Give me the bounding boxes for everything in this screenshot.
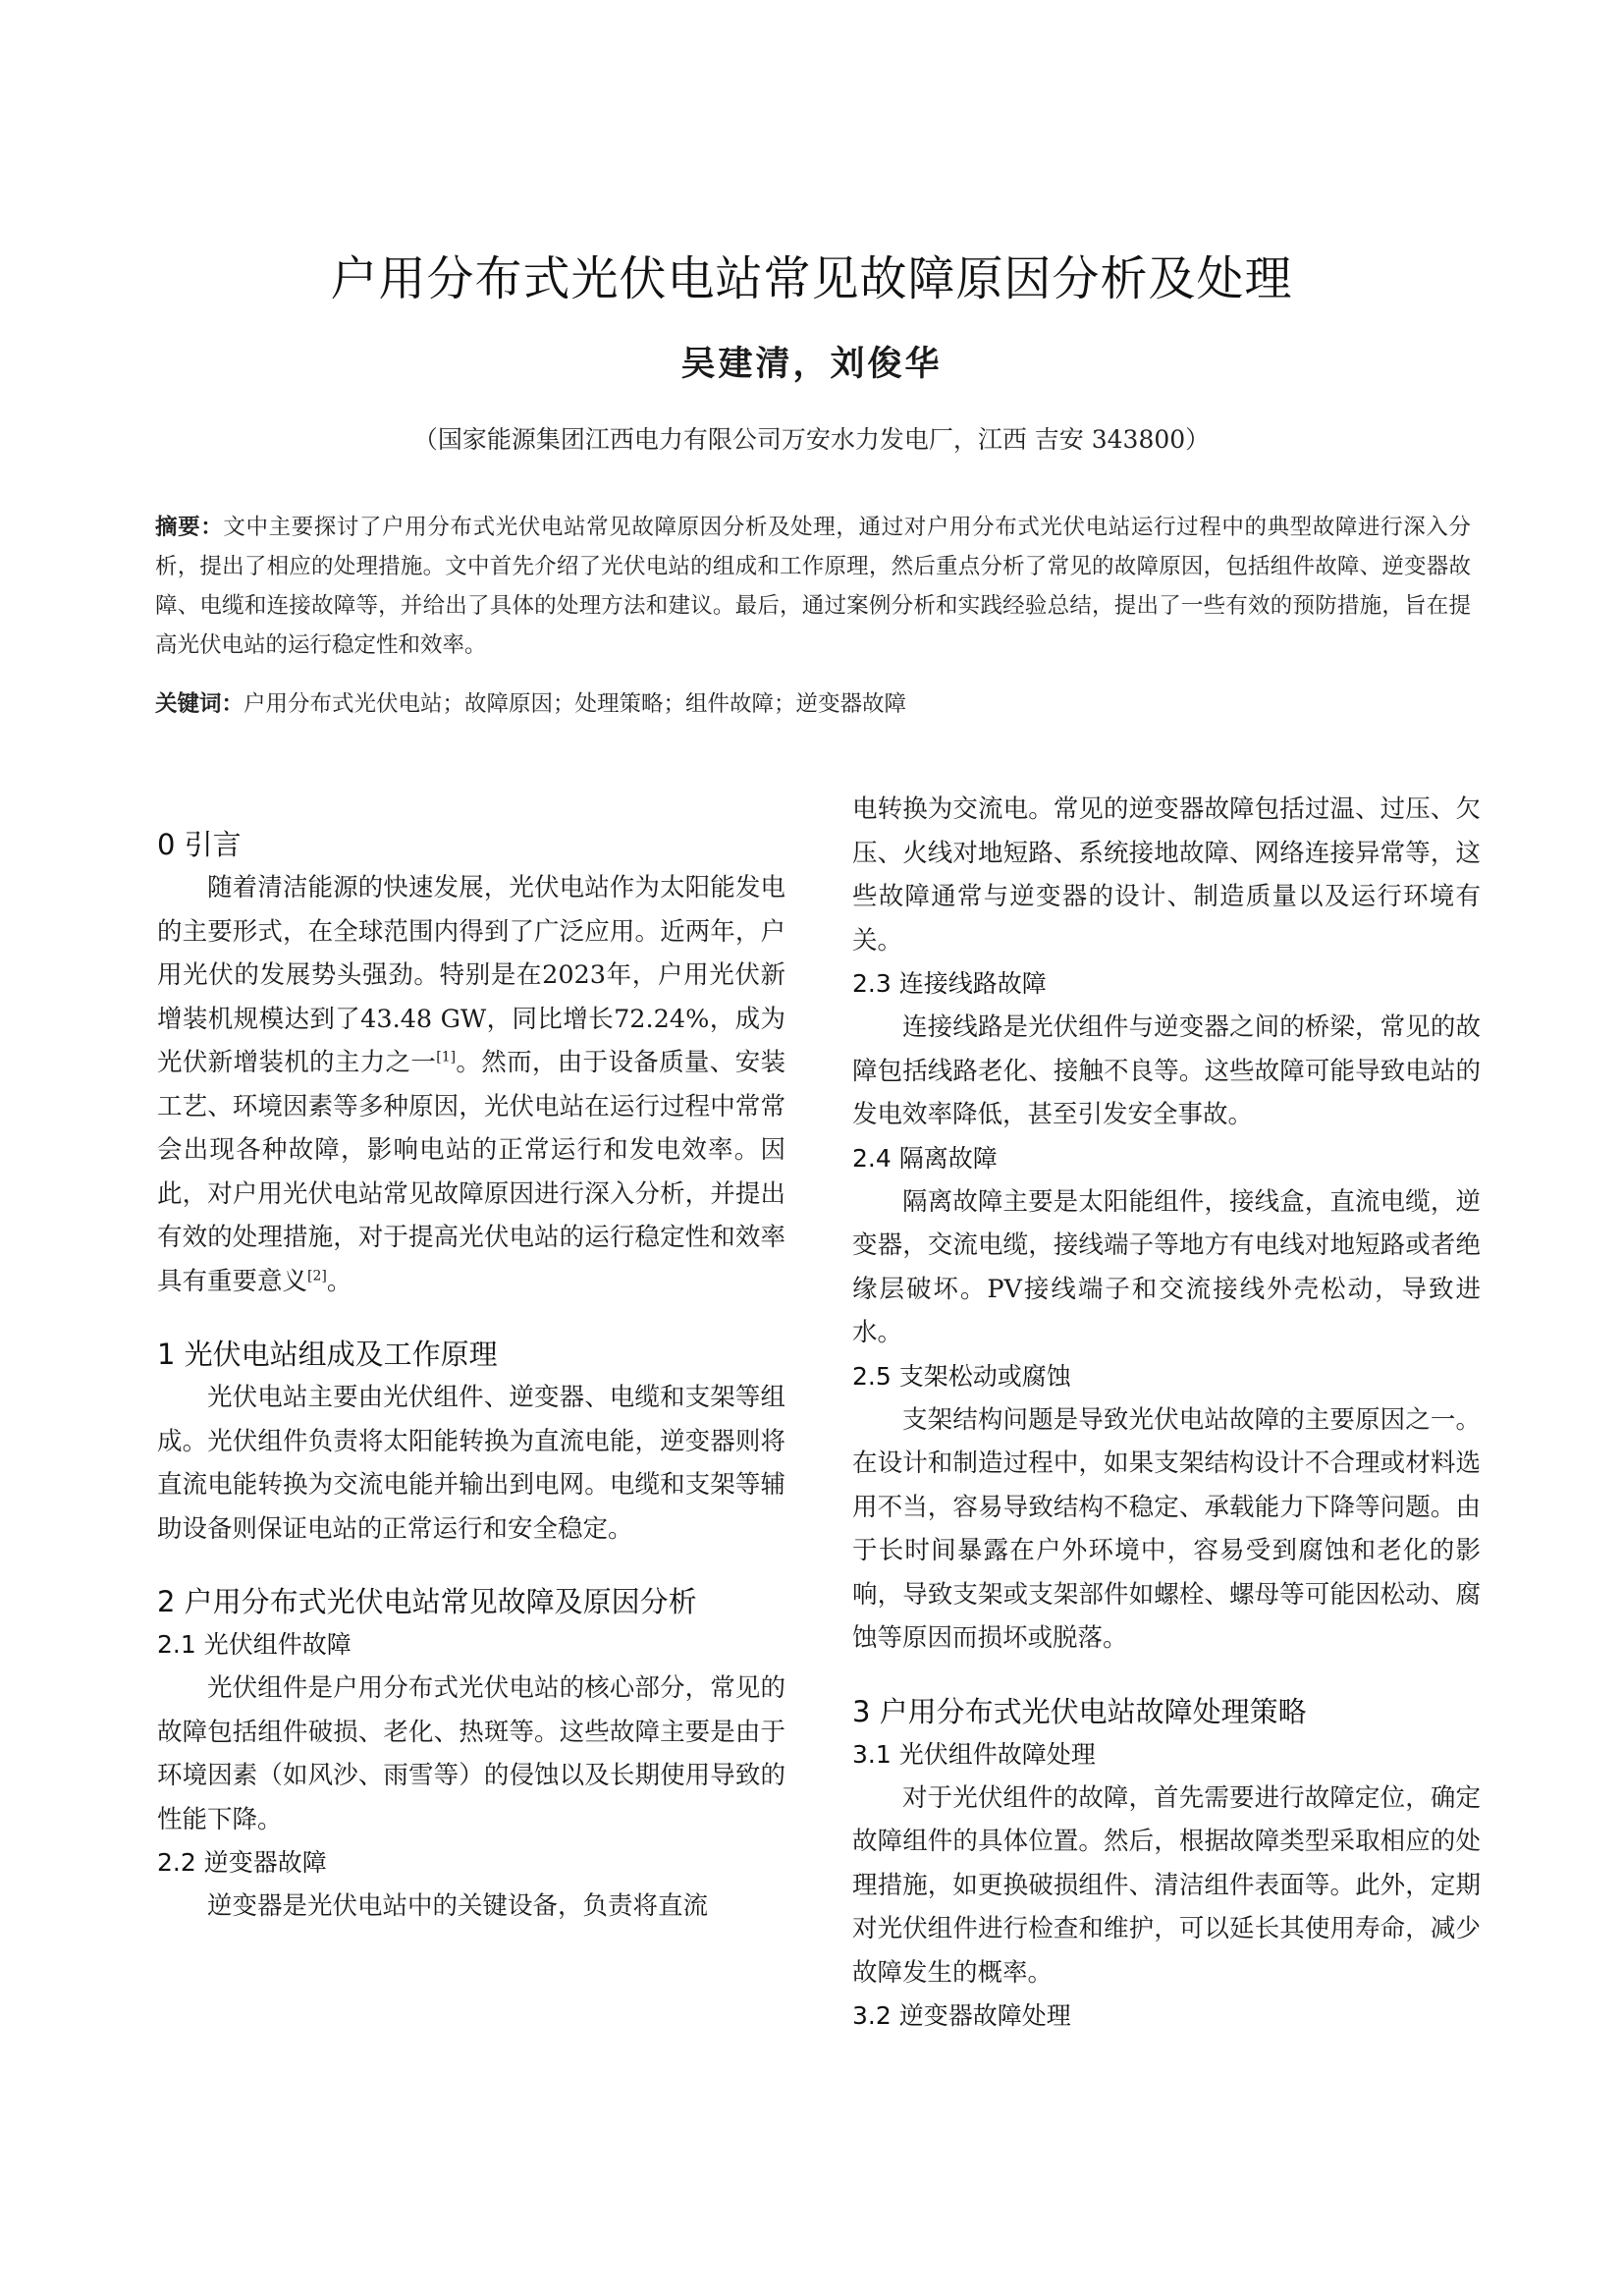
abstract-text: 文中主要探讨了户用分布式光伏电站常见故障原因分析及处理，通过对户用分布式光伏电站运行过程中的典型故障进行深入分析，提出了相应的处理措施。文中首先介绍了光伏电站的组成和工作原理，然后重点分析了常见的故障原因，包括组件故障、逆变器故障、电缆和连接故障等，并给出了具体的处理方法和建议。最后，通过案例分析和实践经验总结，提出了一些有效的预防措施，旨在提高光伏电站的运行稳定性和效率。 xyxy=(155,515,1471,658)
abstract xyxy=(155,508,1471,665)
section-3-1-paragraph: 对于光伏组件的故障，首先需要进行故障定位，确定故障组件的具体位置。然后，根据故障类型采取相应的处理措施，如更换破损组件、清洁组件表面等。此外，定期对光伏组件进行检查和维护，可以延长其使用寿命，减少故障发生的概率。 xyxy=(852,1782,1481,1988)
citation-2: [2] xyxy=(307,1268,327,1284)
paper-authors: 吴建清，刘俊华 xyxy=(680,344,943,384)
section-2-4-paragraph: 隔离故障主要是太阳能组件，接线盒，直流电缆，逆变器，交流电缆，接线端子等地方有电线对地短路或者绝缘层破坏。PV接线端子和交流接线外壳松动，导致进水。 xyxy=(852,1186,1481,1347)
keywords-label: 关键词： xyxy=(155,691,244,717)
section-1-paragraph: 光伏电站主要由光伏组件、逆变器、电缆和支架等组成。光伏组件负责将太阳能转换为直流电能，逆变器则将直流电能转换为交流电能并输出到电网。电缆和支架等辅助设备则保证电站的正常运行和安全稳定。 xyxy=(157,1383,785,1544)
citation-1: [1] xyxy=(436,1049,457,1066)
section-2-1-heading: 2.1 光伏组件故障 xyxy=(157,1630,352,1659)
section-3-heading: 3 户用分布式光伏电站故障处理策略 xyxy=(852,1694,1307,1728)
section-2-2-paragraph-cont: 电转换为交流电。常见的逆变器故障包括过温、过压、欠压、火线对地短路、系统接地故障、网络连接异常等，这些故障通常与逆变器的设计、制造质量以及运行环境有关。 xyxy=(852,794,1481,956)
section-2-1-paragraph: 光伏组件是户用分布式光伏电站的核心部分，常见的故障包括组件破损、老化、热斑等。这些故障主要是由于环境因素（如风沙、雨雪等）的侵蚀以及长期使用导致的性能下降。 xyxy=(157,1673,785,1834)
section-0-heading: 0 引言 xyxy=(157,828,242,861)
section-0-text-c: 。 xyxy=(326,1266,352,1296)
left-column xyxy=(157,823,785,1929)
section-0-text-a: 随着清洁能源的快速发展，光伏电站作为太阳能发电的主要形式，在全球范围内得到了广泛应用。近两年，户用光伏的发展势头强劲。特别是在2023年，户用光伏新增装机规模达到了43.48 GW，同比增长72.24%，成为光伏新增装机的主力之一 xyxy=(157,873,785,1077)
section-0-paragraph xyxy=(157,866,785,1303)
section-3-2-heading: 3.2 逆变器故障处理 xyxy=(852,2001,1071,2030)
section-2-2-paragraph-start: 逆变器是光伏电站中的关键设备，负责将直流 xyxy=(207,1891,709,1921)
section-1-heading: 1 光伏电站组成及工作原理 xyxy=(157,1338,498,1371)
paper-title: 户用分布式光伏电站常见故障原因分析及处理 xyxy=(330,251,1293,306)
section-2-3-paragraph: 连接线路是光伏组件与逆变器之间的桥梁，常见的故障包括线路老化、接触不良等。这些故障可能导致电站的发电效率降低，甚至引发安全事故。 xyxy=(852,1012,1481,1129)
keywords-text: 户用分布式光伏电站；故障原因；处理策略；组件故障；逆变器故障 xyxy=(243,691,907,717)
section-0-text-b: 。然而，由于设备质量、安装工艺、环境因素等多种原因，光伏电站在运行过程中常常会出现各种故障，影响电站的正常运行和发电效率。因此，对户用光伏电站常见故障原因进行深入分析，并提出有效的处理措施，对于提高光伏电站的运行稳定性和效率具有重要意义 xyxy=(157,1048,785,1296)
right-column xyxy=(852,788,1481,2038)
section-2-5-paragraph: 支架结构问题是导致光伏电站故障的主要原因之一。在设计和制造过程中，如果支架结构设计不合理或材料选用不当，容易导致结构不稳定、承载能力下降等问题。由于长时间暴露在户外环境中，容易受到腐蚀和老化的影响，导致支架或支架部件如螺栓、螺母等可能因松动、腐蚀等原因而损坏或脱落。 xyxy=(852,1404,1481,1653)
section-2-4-heading: 2.4 隔离故障 xyxy=(852,1143,998,1173)
keywords xyxy=(155,684,1471,724)
section-3-1-heading: 3.1 光伏组件故障处理 xyxy=(852,1739,1096,1769)
abstract-label: 摘要： xyxy=(155,515,224,540)
paper-affiliation: （国家能源集团江西电力有限公司万安水力发电厂，江西 吉安 343800） xyxy=(412,425,1211,454)
section-2-3-heading: 2.3 连接线路故障 xyxy=(852,969,1047,998)
section-2-2-heading: 2.2 逆变器故障 xyxy=(157,1848,327,1877)
section-2-5-heading: 2.5 支架松动或腐蚀 xyxy=(852,1361,1071,1391)
section-2-heading: 2 户用分布式光伏电站常见故障及原因分析 xyxy=(157,1585,697,1618)
